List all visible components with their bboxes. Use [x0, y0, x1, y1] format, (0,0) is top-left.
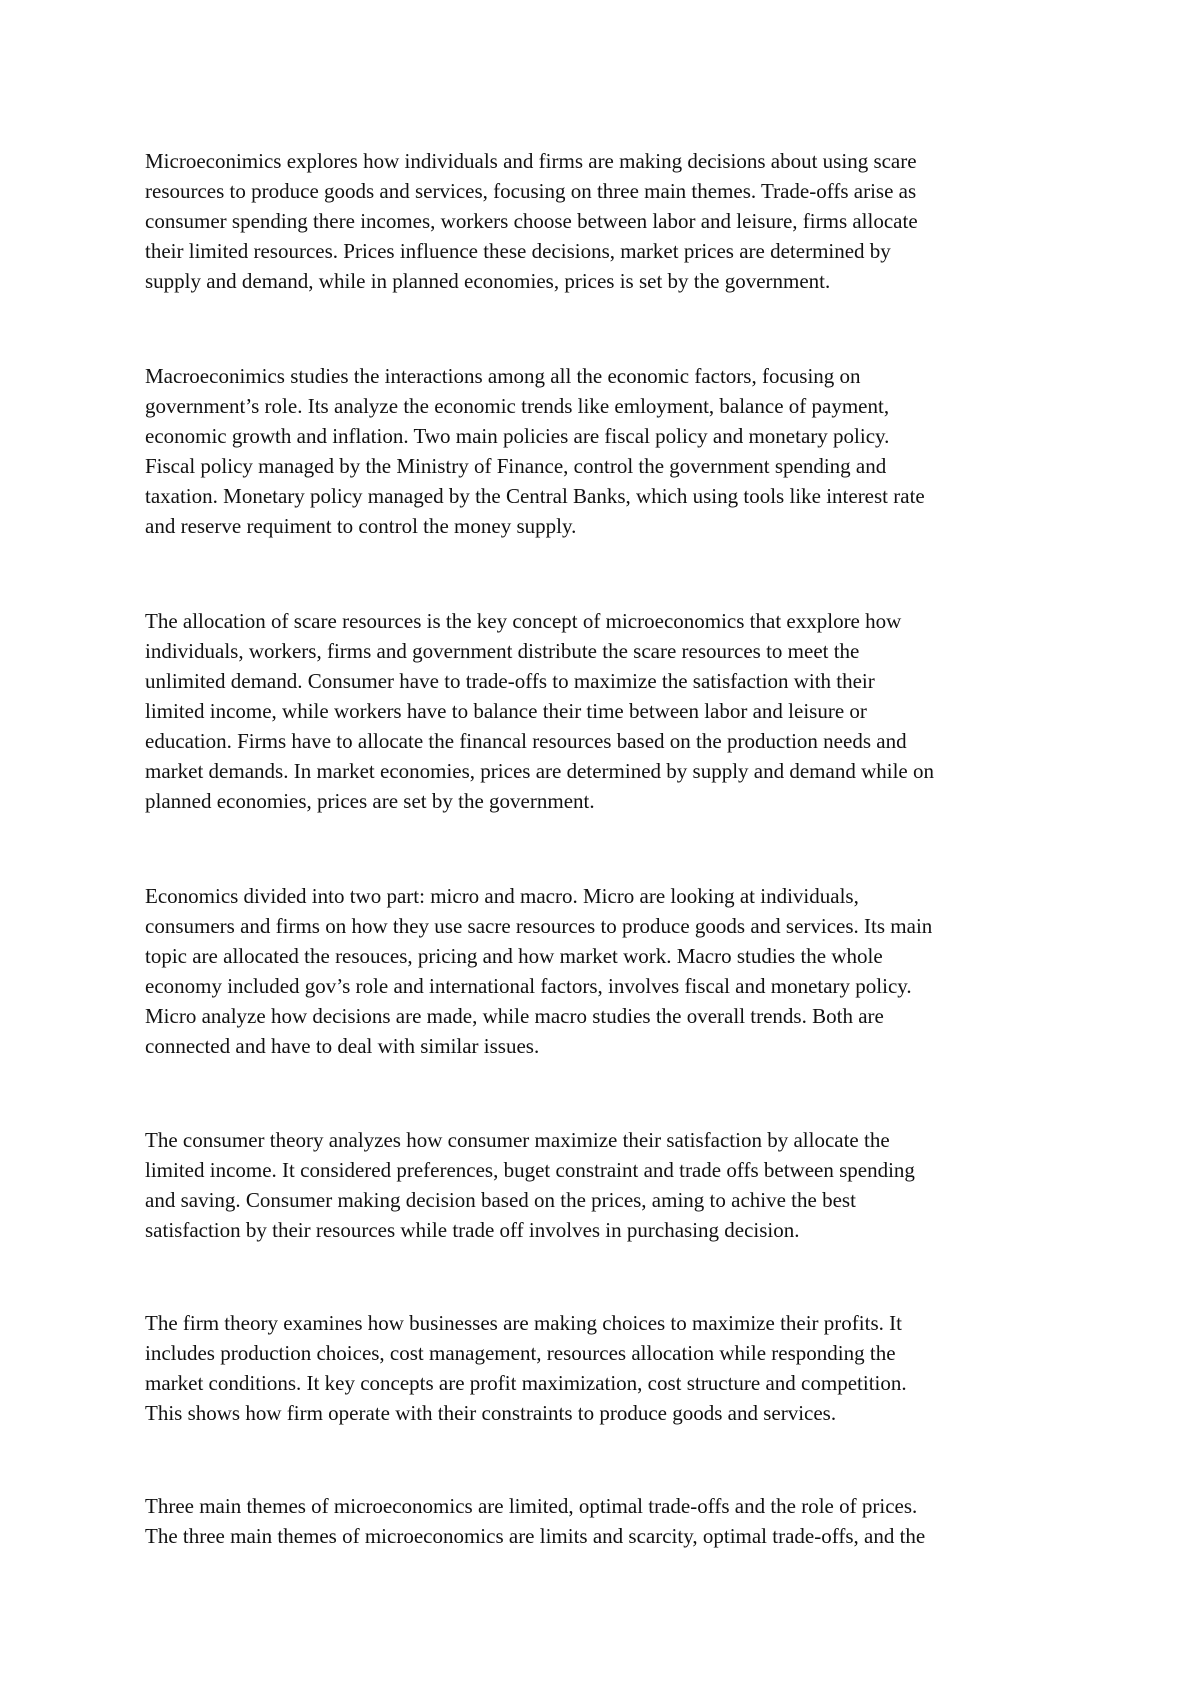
text-line: connected and have to deal with similar issues. [145, 1034, 540, 1058]
text-line: Microeconimics explores how individuals and firms are making decisions about using scare [145, 149, 917, 173]
text-line: consumers and firms on how they use sacre resources to produce goods and services. Its main [145, 914, 933, 938]
text-line: market demands. In market economies, prices are determined by supply and demand while on [145, 759, 934, 783]
text-line: consumer spending there incomes, workers choose between labor and leisure, firms allocate [145, 209, 918, 233]
paragraph-macroeconomics [145, 361, 925, 541]
text-line: This shows how firm operate with their constraints to produce goods and services. [145, 1401, 837, 1425]
paragraph-three-main-themes [145, 1491, 925, 1551]
paragraph-consumer-theory [145, 1125, 915, 1245]
text-line: unlimited demand. Consumer have to trade-offs to maximize the satisfaction with their [145, 669, 875, 693]
text-line: Fiscal policy managed by the Ministry of Finance, control the government spending and [145, 454, 887, 478]
paragraph-microeconomics [145, 146, 918, 296]
paragraph-micro-and-macro [145, 881, 932, 1061]
text-line: Three main themes of microeconomics are limited, optimal trade-offs and the role of prices. [145, 1494, 918, 1518]
text-line: planned economies, prices are set by the government. [145, 789, 595, 813]
paragraph-allocation-of-resources [145, 606, 934, 816]
text-line: Economics divided into two part: micro and macro. Micro are looking at individuals, [145, 884, 859, 908]
text-line: market conditions. It key concepts are profit maximization, cost structure and competition. [145, 1371, 907, 1395]
text-line: supply and demand, while in planned economies, prices is set by the government. [145, 269, 831, 293]
text-line: economy included gov’s role and international factors, involves fiscal and monetary policy. [145, 974, 912, 998]
text-line: economic growth and inflation. Two main policies are fiscal policy and monetary policy. [145, 424, 890, 448]
text-line: taxation. Monetary policy managed by the Central Banks, which using tools like interest rate [145, 484, 925, 508]
text-line: The allocation of scare resources is the key concept of microeconomics that exxplore how [145, 609, 902, 633]
text-line: individuals, workers, firms and government distribute the scare resources to meet the [145, 639, 860, 663]
text-line: and saving. Consumer making decision based on the prices, aming to achive the best [145, 1188, 856, 1212]
text-line: limited income. It considered preferences, buget constraint and trade offs between spending [145, 1158, 915, 1182]
text-line: limited income, while workers have to balance their time between labor and leisure or [145, 699, 867, 723]
text-line: topic are allocated the resouces, pricing and how market work. Macro studies the whole [145, 944, 883, 968]
text-line: The consumer theory analyzes how consumer maximize their satisfaction by allocate the [145, 1128, 890, 1152]
paragraph-firm-theory [145, 1308, 907, 1428]
text-line: resources to produce goods and services, focusing on three main themes. Trade-offs arise as [145, 179, 917, 203]
text-line: includes production choices, cost management, resources allocation while responding the [145, 1341, 896, 1365]
text-line: and reserve requiment to control the money supply. [145, 514, 577, 538]
text-line: government’s role. Its analyze the economic trends like emloyment, balance of payment, [145, 394, 890, 418]
text-line: education. Firms have to allocate the financal resources based on the production needs and [145, 729, 907, 753]
text-line: their limited resources. Prices influence these decisions, market prices are determined by [145, 239, 891, 263]
text-line: satisfaction by their resources while trade off involves in purchasing decision. [145, 1218, 800, 1242]
text-line: The three main themes of microeconomics are limits and scarcity, optimal trade-offs, and the [145, 1524, 926, 1548]
text-line: Micro analyze how decisions are made, while macro studies the overall trends. Both are [145, 1004, 884, 1028]
text-line: Macroeconimics studies the interactions among all the economic factors, focusing on [145, 364, 861, 388]
text-line: The firm theory examines how businesses are making choices to maximize their profits. It [145, 1311, 902, 1335]
